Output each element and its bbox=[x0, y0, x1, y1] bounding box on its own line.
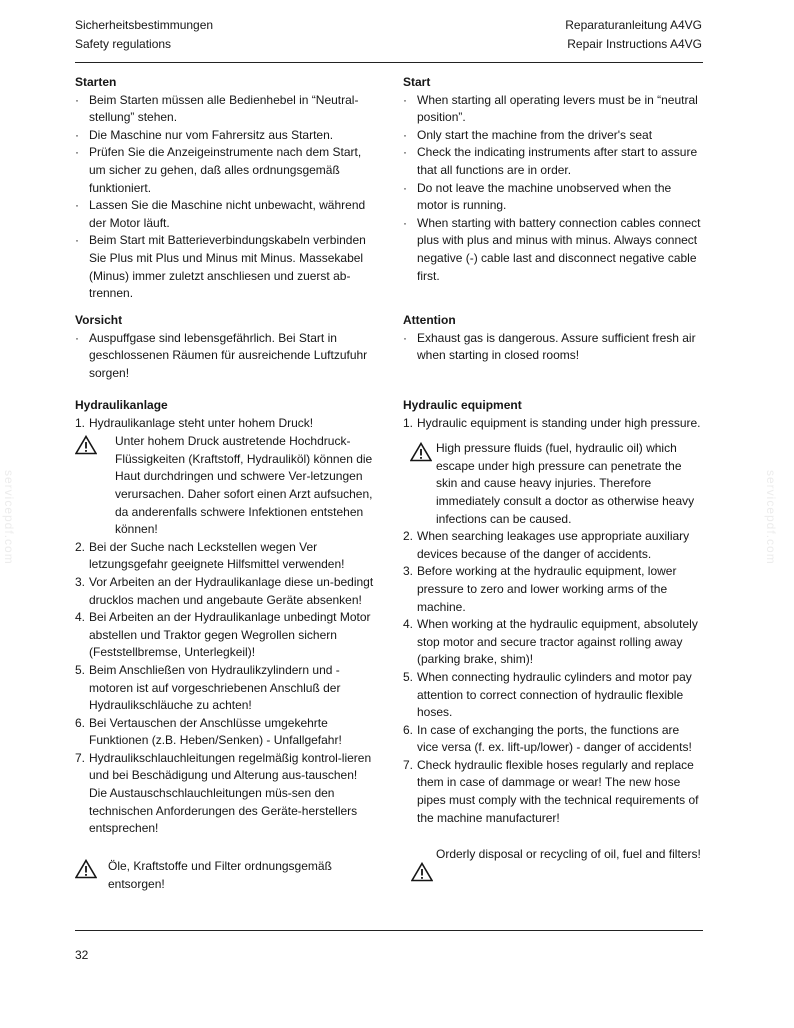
list-item: 1. Hydraulikanlage steht unter hohem Druck! bbox=[75, 415, 314, 430]
header-section-de: Sicherheitsbestimmungen bbox=[75, 18, 214, 32]
list-item: 2. When searching leakages use appropriate auxiliary devices because of the danger of accidents. bbox=[403, 529, 690, 561]
en-caution-list bbox=[403, 330, 703, 365]
de-hydraulic-list bbox=[75, 415, 375, 433]
de-caution-list bbox=[75, 330, 375, 383]
list-item: 3. Before working at the hydraulic equipment, lower pressure to zero and lower working arms of the machine. bbox=[403, 564, 677, 614]
list-item: · When starting with battery connection cables connect plus with plus and minus with minus. Always connect negative (-) cable last and disconnect negative cable first. bbox=[403, 215, 703, 285]
de-hydraulic-list-continued bbox=[75, 539, 375, 838]
en-disposal-warning-text: Orderly disposal or recycling of oil, fuel and filters! bbox=[436, 847, 701, 861]
de-start-section bbox=[75, 74, 375, 303]
list-item: · Lassen Sie die Maschine nicht unbewacht, während der Motor läuft. bbox=[75, 197, 375, 232]
en-hydraulic-list-continued bbox=[403, 528, 703, 827]
list-item: 4. Bei Arbeiten an der Hydraulikanlage unbedingt Motor abstellen und Traktor gegen Wegrollen sichern (Feststellbremse, Unterlegkeil)! bbox=[75, 610, 371, 660]
list-item: · Only start the machine from the driver's seat bbox=[403, 127, 703, 145]
list-item: 1. Hydraulic equipment is standing under high pressure. bbox=[403, 415, 701, 430]
de-hydraulic-warning-text: Unter hohem Druck austretende Hochdruck-Flüssigkeiten (Kraftstoff, Hydrauliköl) können die Haut durchdringen und schwere Ver-letzungen verursachen. Daher sofort einen Arzt aufsuchen, da anderenfalls schwere Infektionen entstehen können! bbox=[115, 434, 373, 537]
warning-triangle-icon bbox=[411, 862, 433, 882]
en-hydraulic-section bbox=[403, 397, 703, 827]
de-start-list bbox=[75, 92, 375, 303]
list-item: 2. Bei der Suche nach Leckstellen wegen Ver letzungsgefahr geeignete Hilfsmittel verwenden! bbox=[75, 539, 345, 572]
en-caution-title: Attention bbox=[403, 313, 456, 327]
list-item: · Auspuffgase sind lebensgefährlich. Bei Start in geschlossenen Räumen für ausreichende Luftzufuhr sorgen! bbox=[75, 330, 375, 383]
watermark-right: servicepdf.com bbox=[764, 470, 778, 565]
header-divider bbox=[75, 62, 703, 63]
warning-triangle-icon bbox=[75, 435, 97, 455]
en-start-section bbox=[403, 74, 703, 285]
list-item: · Die Maschine nur vom Fahrersitz aus Starten. bbox=[75, 127, 375, 145]
watermark-left: servicepdf.com bbox=[2, 470, 16, 565]
list-item: 6. In case of exchanging the ports, the functions are vice versa (f. ex. lift-up/lower) - danger of accidents! bbox=[403, 722, 692, 755]
list-item: · Beim Starten müssen alle Bedienhebel in “Neutral-stellung” stehen. bbox=[75, 92, 375, 127]
de-hydraulic-warning bbox=[75, 433, 375, 539]
en-disposal-warning bbox=[403, 846, 716, 864]
en-start-title: Start bbox=[403, 75, 431, 89]
header-left bbox=[75, 16, 213, 54]
warning-triangle-icon bbox=[75, 859, 97, 879]
list-item: 4. When working at the hydraulic equipment, absolutely stop motor and secure tractor against rolling away (parking brake, shim)! bbox=[403, 617, 698, 667]
de-caution-title: Vorsicht bbox=[75, 313, 123, 327]
list-item: 7. Hydraulikschlauchleitungen regelmäßig kontrol-lieren und bei Beschädigung und Alterung aus-tauschen! Die Austauschschlauchleitungen müs-sen den technischen Anforderungen des Geräte-herstellers entsprechen! bbox=[75, 750, 372, 836]
list-item: · Exhaust gas is dangerous. Assure sufficient fresh air when starting in closed rooms! bbox=[403, 330, 703, 365]
en-start-list bbox=[403, 92, 703, 286]
de-hydraulic-section bbox=[75, 397, 375, 838]
en-hydraulic-warning-text: High pressure fluids (fuel, hydraulic oil) which escape under high pressure can penetrate the skin and cause heavy injuries. Therefore immediately consult a doctor as otherwise heavy infections can be caused. bbox=[436, 441, 695, 526]
en-hydraulic-list bbox=[403, 415, 703, 433]
warning-triangle-icon bbox=[410, 442, 432, 462]
footer-divider bbox=[75, 930, 703, 931]
page-number: 32 bbox=[75, 948, 89, 962]
header-right bbox=[565, 16, 702, 54]
de-caution-section bbox=[75, 312, 375, 382]
list-item: · Check the indicating instruments after start to assure that all functions are in order. bbox=[403, 144, 703, 179]
de-start-title: Starten bbox=[75, 75, 117, 89]
list-item: · When starting all operating levers must be in “neutral position”. bbox=[403, 92, 703, 127]
en-hydraulic-warning bbox=[403, 440, 703, 528]
list-item: · Do not leave the machine unobserved when the motor is running. bbox=[403, 180, 703, 215]
list-item: 7. Check hydraulic flexible hoses regularly and replace them in case of dammage or wear! The new hose pipes must comply with the technical requirements of the machine manufacturer! bbox=[403, 757, 699, 825]
header-section-en: Safety regulations bbox=[75, 37, 172, 51]
en-hydraulic-title: Hydraulic equipment bbox=[403, 398, 522, 412]
list-item: 6. Bei Vertauschen der Anschlüsse umgekehrte Funktionen (z.B. Heben/Senken) - Unfallgefahr! bbox=[75, 715, 342, 748]
de-hydraulic-title: Hydraulikanlage bbox=[75, 398, 168, 412]
de-disposal-warning-text: Öle, Kraftstoffe und Filter ordnungsgemäß entsorgen! bbox=[108, 859, 332, 891]
de-disposal-warning bbox=[75, 858, 368, 893]
list-item: · Prüfen Sie die Anzeigeinstrumente nach dem Start, um sicher zu gehen, daß alles ordnungsgemäß funktioniert. bbox=[75, 144, 375, 197]
header-manual-en: Repair Instructions A4VG bbox=[567, 37, 702, 51]
list-item: 5. When connecting hydraulic cylinders and motor pay attention to correct connection of hydraulic flexible hoses. bbox=[403, 669, 692, 720]
list-item: · Beim Start mit Batterieverbindungskabeln verbinden Sie Plus mit Plus und Minus mit Minus. Massekabel (Minus) immer zuletzt anschliesen und zuerst ab-trennen. bbox=[75, 232, 375, 302]
header-manual-de: Reparaturanleitung A4VG bbox=[565, 18, 702, 32]
list-item: 5. Beim Anschließen von Hydraulikzylindern und -motoren ist auf vorgeschriebenen Anschluß der Hydraulikschläuche zu achten! bbox=[75, 662, 341, 713]
en-caution-section bbox=[403, 312, 703, 365]
list-item: 3. Vor Arbeiten an der Hydraulikanlage diese un-bedingt drucklos machen und angebaute Geräte absenken! bbox=[75, 574, 374, 607]
